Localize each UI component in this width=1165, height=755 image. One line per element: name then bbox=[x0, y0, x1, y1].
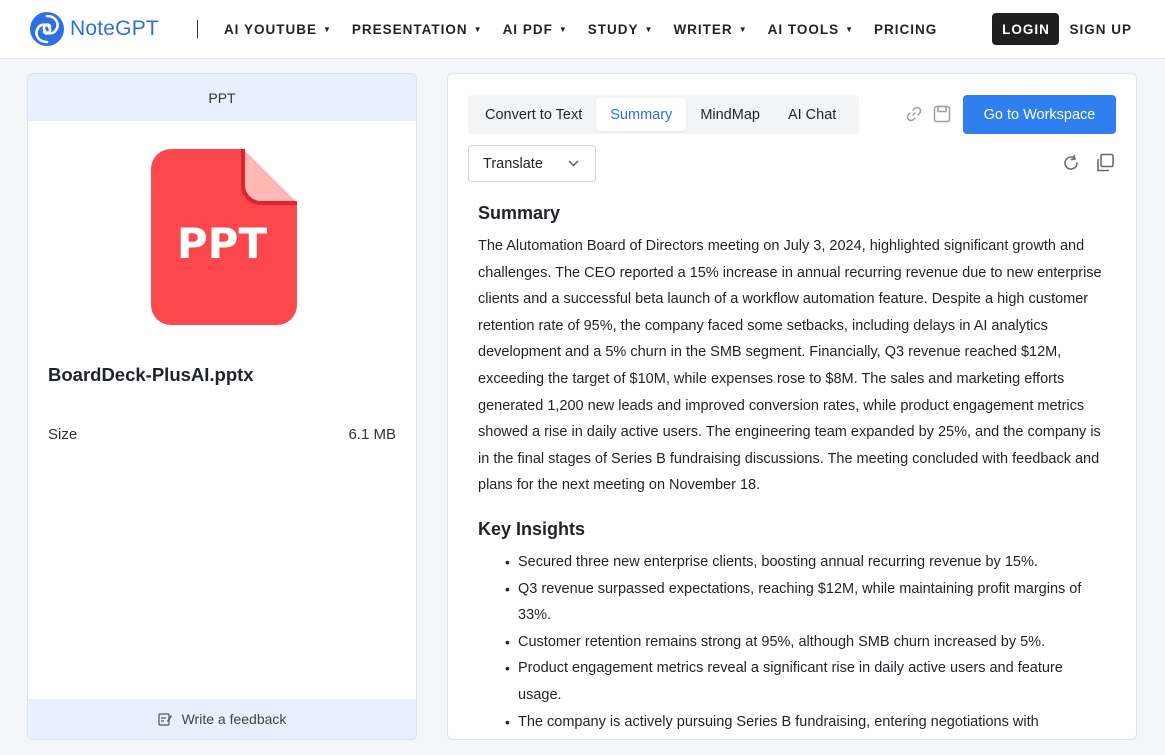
list-item: • Product engagement metrics reveal a significant rise in daily active users and feature usage. bbox=[505, 655, 1108, 708]
notegpt-logo-icon bbox=[29, 11, 65, 47]
caret-down-icon: ▼ bbox=[845, 24, 855, 34]
caret-down-icon: ▼ bbox=[473, 24, 483, 34]
summary-heading: Summary bbox=[478, 203, 561, 223]
main-menu bbox=[224, 22, 957, 37]
feedback-button[interactable] bbox=[28, 699, 416, 739]
tab-convert-to-text[interactable]: Convert to Text bbox=[485, 106, 583, 123]
go-to-workspace-button[interactable]: Go to Workspace bbox=[963, 95, 1116, 134]
result-tabs bbox=[468, 95, 859, 134]
nav-presentation[interactable] bbox=[352, 22, 483, 37]
copy-icon[interactable] bbox=[1095, 153, 1115, 178]
nav-label: AI YOUTUBE bbox=[223, 21, 317, 37]
nav-label: PRICING bbox=[874, 21, 938, 37]
brand-name: NoteGPT bbox=[70, 17, 159, 40]
top-navbar bbox=[0, 0, 1165, 59]
link-icon[interactable] bbox=[905, 105, 923, 123]
nav-label: STUDY bbox=[587, 21, 639, 37]
file-size-row bbox=[48, 426, 396, 443]
key-insights-list bbox=[505, 549, 1108, 735]
nav-label: AI TOOLS bbox=[767, 21, 840, 37]
ppt-file-icon bbox=[151, 149, 297, 330]
save-icon[interactable] bbox=[933, 105, 951, 123]
nav-writer[interactable] bbox=[673, 22, 747, 37]
size-label: Size bbox=[48, 426, 78, 443]
nav-pricing[interactable] bbox=[874, 22, 937, 37]
size-value: 6.1 MB bbox=[348, 426, 396, 443]
ppt-icon-label: PPT bbox=[176, 219, 268, 268]
feedback-label: Write a feedback bbox=[181, 711, 287, 727]
nav-label: AI PDF bbox=[502, 21, 553, 37]
caret-down-icon: ▼ bbox=[644, 24, 654, 34]
caret-down-icon: ▼ bbox=[738, 24, 748, 34]
nav-study[interactable] bbox=[588, 22, 654, 37]
list-item: • Secured three new enterprise clients, boosting annual recurring revenue by 15%. bbox=[505, 549, 1108, 576]
login-button[interactable]: LOGIN bbox=[992, 13, 1059, 45]
nav-ai-pdf[interactable] bbox=[503, 22, 568, 37]
nav-label: WRITER bbox=[673, 21, 733, 37]
edit-note-icon bbox=[158, 712, 172, 726]
chevron-down-icon bbox=[568, 160, 579, 167]
nav-ai-youtube[interactable] bbox=[224, 22, 332, 37]
file-type-header: PPT bbox=[28, 74, 416, 121]
nav-divider bbox=[197, 20, 198, 38]
list-item: • Q3 revenue surpassed expectations, reaching $12M, while maintaining profit margins of 33%. bbox=[505, 576, 1108, 629]
list-item: • Customer retention remains strong at 95%, although SMB churn increased by 5%. bbox=[505, 629, 1108, 656]
translate-select[interactable] bbox=[468, 145, 596, 182]
result-panel bbox=[447, 73, 1137, 740]
nav-ai-tools[interactable] bbox=[768, 22, 854, 37]
summary-paragraph: The Alutomation Board of Directors meeting on July 3, 2024, highlighted significant growth and challenges. The CEO reported a 15% increase in annual recurring revenue due to new enterprise clients and a successful beta launch of a workflow automation feature. Despite a high customer retention rate of 95%, the company faced some setbacks, including delays in AI analytics development and a 5% churn in the SMB segment. Financially, Q3 revenue reached $12M, exceeding the target of $10M, while expenses rose to $8M. The sales and marketing efforts generated 1,200 new leads and improved conversion rates, while product engagement metrics showed a rise in daily active users. The engineering team expanded by 25%, and the company is in the final stages of Series B fundraising discussions. The meeting concluded with feedback and plans for the next meeting on November 18. bbox=[478, 238, 1102, 494]
nav-label: PRESENTATION bbox=[351, 21, 468, 37]
translate-label: Translate bbox=[483, 155, 543, 172]
signup-button[interactable]: SIGN UP bbox=[1069, 21, 1132, 37]
file-name: BoardDeck-PlusAI.pptx bbox=[48, 364, 254, 385]
file-info-panel bbox=[27, 73, 417, 740]
tab-mindmap[interactable]: MindMap bbox=[700, 106, 760, 123]
caret-down-icon: ▼ bbox=[322, 24, 332, 34]
brand-logo[interactable] bbox=[29, 11, 159, 47]
summary-content bbox=[478, 203, 1108, 735]
list-item: • The company is actively pursuing Series B fundraising, entering negotiations with bbox=[505, 709, 1108, 736]
tab-summary[interactable]: Summary bbox=[596, 98, 686, 131]
auth-actions bbox=[992, 13, 1132, 45]
tab-ai-chat[interactable]: AI Chat bbox=[787, 106, 837, 123]
caret-down-icon: ▼ bbox=[558, 24, 568, 34]
share-tools bbox=[905, 105, 961, 123]
key-insights-heading: Key Insights bbox=[478, 518, 586, 539]
refresh-icon[interactable] bbox=[1062, 154, 1080, 177]
